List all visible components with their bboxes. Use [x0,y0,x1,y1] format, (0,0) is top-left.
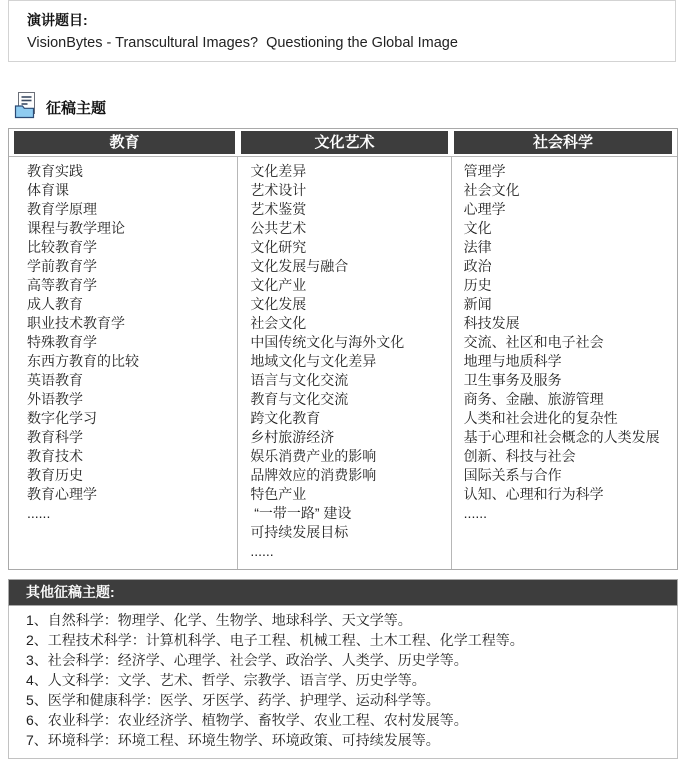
topic-item: 文化发展与融合 [250,258,349,274]
other-topic-item: 7、环境科学：环境工程、环境生物学、环境政策、可持续发展等。 [26,732,440,748]
other-topic-item: 4、人文科学：文学、艺术、哲学、宗教学、语言学、历史学等。 [26,672,426,688]
topic-item: 特色产业 [250,486,307,502]
topic-item: 艺术设计 [250,182,307,198]
topic-item: 可持续发展目标 [250,524,349,540]
topic-item: 历史 [463,277,492,293]
topic-item: 卫生事务及服务 [463,372,562,388]
topic-item: 政治 [463,258,492,274]
topic-item: 比较教育学 [27,239,97,255]
topic-item: 学前教育学 [27,258,97,274]
other-topics-section [8,579,678,759]
topic-item: 公共艺术 [250,220,307,236]
topic-item: “一带一路” 建设 [250,505,352,521]
topic-item: 国际关系与合作 [463,467,562,483]
topic-item: 教育心理学 [27,486,97,502]
topic-item: 法律 [463,239,492,255]
topic-item: 教育技术 [27,448,83,464]
other-topic-item: 2、工程技术科学：计算机科学、电子工程、机械工程、土木工程、化学工程等。 [26,632,524,648]
topic-item: 商务、金融、旅游管理 [463,391,604,407]
topic-item: 娱乐消费产业的影响 [250,448,377,464]
topic-item: 心理学 [463,201,506,217]
column-header-3: 社会科学 [454,131,672,154]
topic-item: ...... [463,505,488,521]
topic-item: 东西方教育的比较 [27,353,139,369]
topic-item: 教育实践 [27,163,83,179]
column-header-1: 教育 [14,131,235,154]
topics-table-body-row [9,157,677,569]
topic-item: 科技发展 [463,315,520,331]
topic-item: 跨文化教育 [250,410,321,426]
topic-item: 文化发展 [250,296,307,312]
topic-item: 创新、科技与社会 [463,448,576,464]
topic-item: 教育与文化交流 [250,391,349,407]
topic-item: 中国传统文化与海外文化 [250,334,405,350]
topic-item: 文化 [463,220,492,236]
topics-table-header-row [9,129,677,157]
document-folder-icon [13,91,39,124]
topic-column-3 [452,157,677,569]
topic-item: 认知、心理和行为科学 [463,486,604,502]
topic-item: 职业技术教育学 [27,315,125,331]
topic-item: 课程与教学理论 [27,220,125,236]
topic-item: 地理与地质科学 [463,353,562,369]
topic-item: 管理学 [463,163,506,179]
topic-item: 人类和社会进化的复杂性 [463,410,618,426]
topics-table [8,128,678,570]
topic-item: 基于心理和社会概念的人类发展 [463,429,660,445]
other-topic-item: 5、医学和健康科学：医学、牙医学、药学、护理学、运动科学等。 [26,692,440,708]
topic-item: 新闻 [463,296,492,312]
topic-item: 高等教育学 [27,277,97,293]
speech-topic-box [8,0,676,62]
topic-item: 乡村旅游经济 [250,429,335,445]
topic-column-1 [9,157,237,569]
topic-item: 语言与文化交流 [250,372,349,388]
topic-item: 品牌效应的消费影响 [250,467,377,483]
topic-item: 成人教育 [27,296,83,312]
topic-item: 教育学原理 [27,201,97,217]
topic-item: 外语教学 [27,391,83,407]
other-topic-item: 1、自然科学：物理学、化学、生物学、地球科学、天文学等。 [26,612,412,628]
other-topic-item: 3、社会科学：经济学、心理学、社会学、政治学、人类学、历史学等。 [26,652,468,668]
speech-topic-title: VisionBytes - Transcultural Images? Questioning the Global Image [27,35,458,51]
topic-item: 英语教育 [27,372,83,388]
topic-item: 教育历史 [27,467,83,483]
topic-item: ...... [250,543,274,559]
other-topic-item: 6、农业科学：农业经济学、植物学、畜牧学、农业工程、农村发展等。 [26,712,468,728]
topic-item: 地域文化与文化差异 [250,353,377,369]
topic-item: 文化产业 [250,277,307,293]
topic-item: 交流、社区和电子社会 [463,334,604,350]
column-header-2: 文化艺术 [241,131,448,154]
section-title: 征稿主题 [46,100,107,117]
topic-item: 社会文化 [463,182,520,198]
topic-item: 艺术鉴赏 [250,201,307,217]
other-topics-list [8,606,678,759]
topic-item: 文化研究 [250,239,307,255]
speech-topic-label: 演讲题目: [27,12,88,28]
topic-item: 社会文化 [250,315,307,331]
topic-item: 文化差异 [250,163,307,179]
call-for-papers-heading [13,91,696,124]
topic-item: 特殊教育学 [27,334,97,350]
topic-column-2 [237,157,451,569]
topic-item: 体育课 [27,182,69,198]
other-topics-header: 其他征稿主题: [8,579,678,606]
topic-item: 教育科学 [27,429,83,445]
topic-item: 数字化学习 [27,410,97,426]
topic-item: ...... [27,505,51,521]
